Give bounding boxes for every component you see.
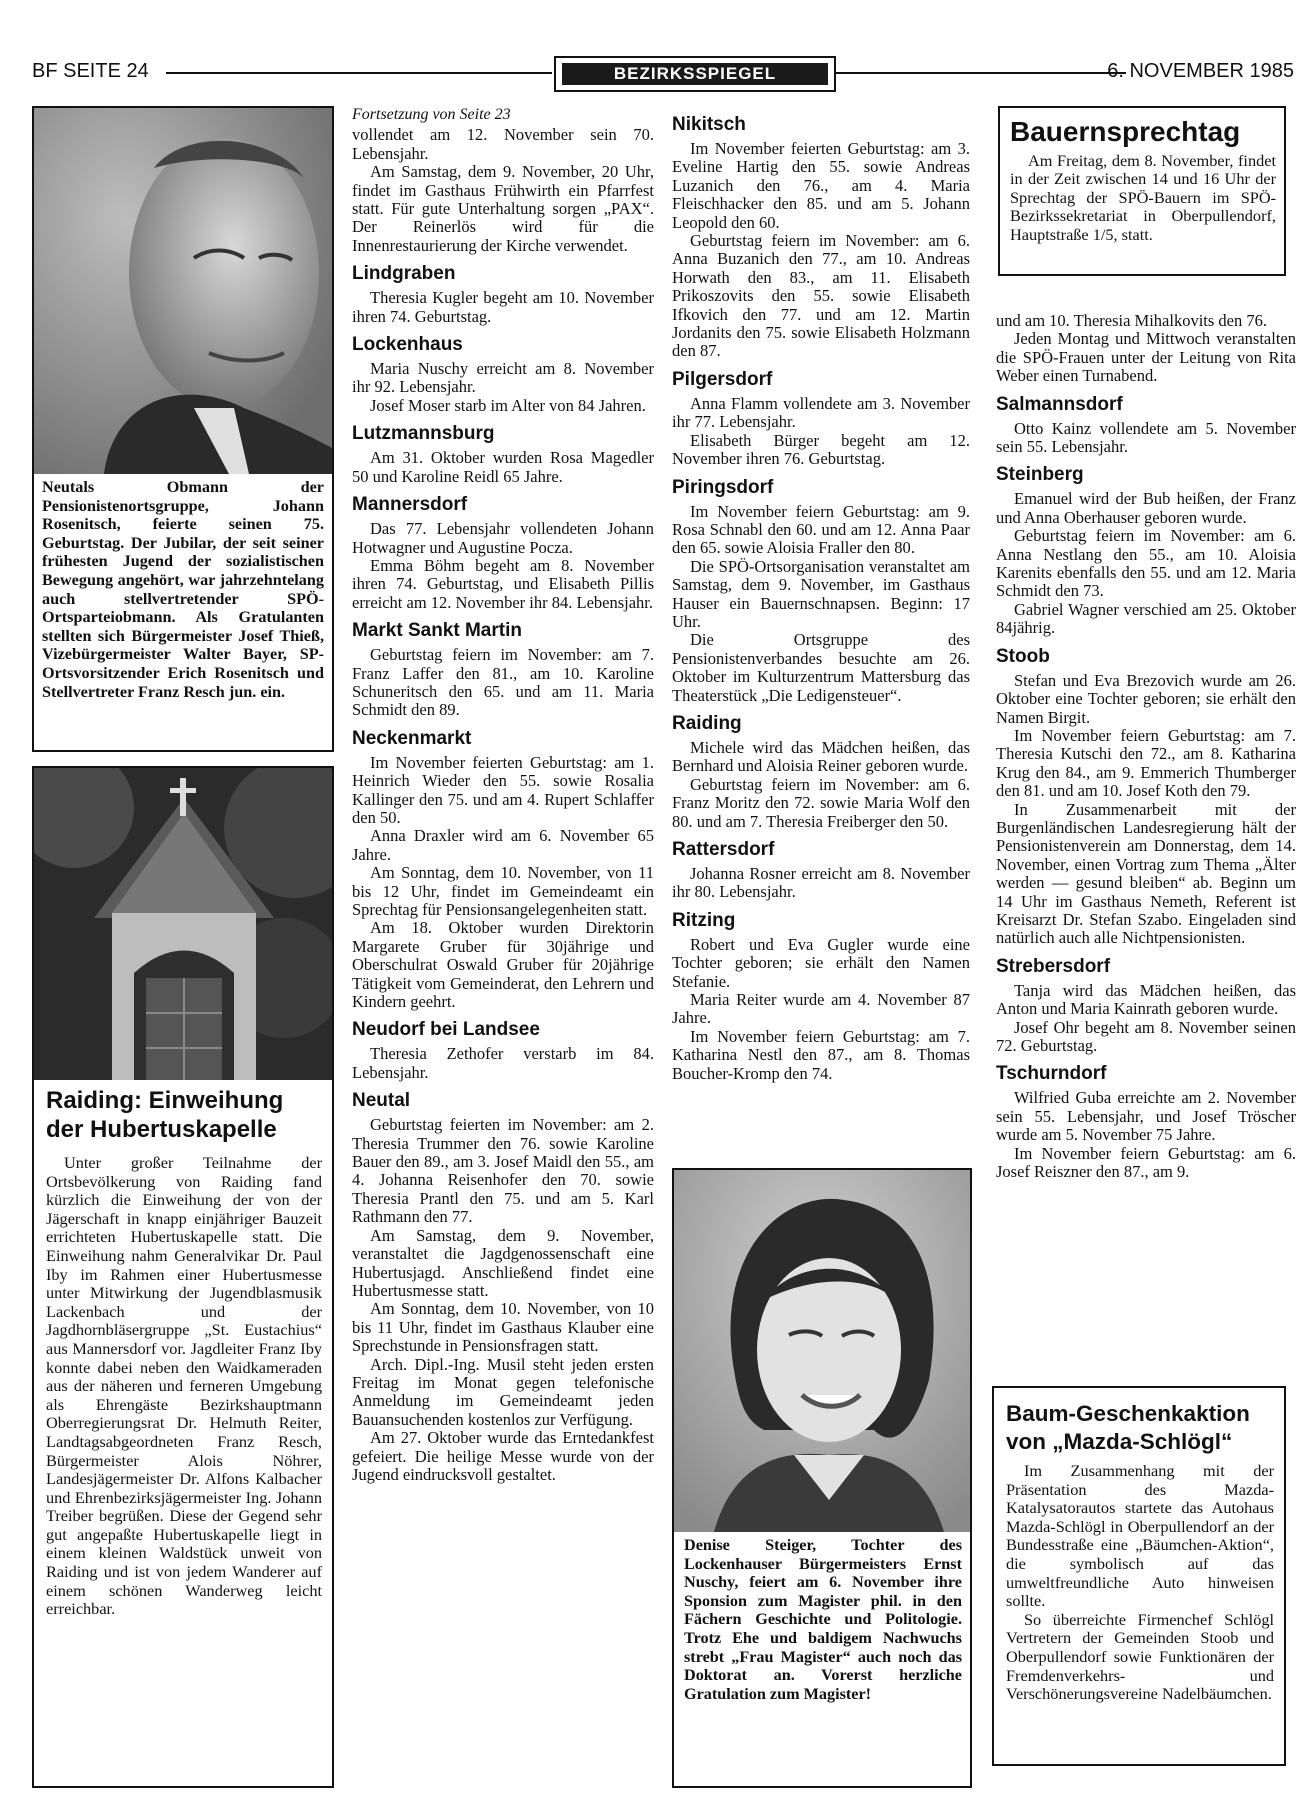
bauernsprechtag-box xyxy=(998,106,1286,276)
section-paragraph: Maria Nuschy erreicht am 8. November ihr 92. Lebensjahr. xyxy=(352,359,654,397)
section-paragraph: Maria Reiter wurde am 4. November 87 Jahre. xyxy=(672,990,970,1028)
chapel-article-box xyxy=(32,766,334,1788)
section-title: BEZIRKSSPIEGEL xyxy=(562,63,828,85)
section-paragraph: Im November feiern Geburtstag: am 7. Katharina Nestl den 87., am 8. Thomas Boucher-Kromp den 74. xyxy=(672,1026,970,1083)
section-paragraph: Im November feierten Geburtstag: am 3. Eveline Hartig den 55. sowie Andreas Luzanich den 76., am 4. Maria Fleischhacker den 85. und am 5. Johann Leopold den 60. xyxy=(672,139,970,232)
chapel-title-line2: der Hubertuskapelle xyxy=(46,1116,277,1143)
section-paragraph: Die Ortsgruppe des Pensionistenverbandes besuchte am 26. Oktober im Kulturzentrum Mattersburg das Theaterstück „Die Ledigensteuer“. xyxy=(672,630,970,705)
mazda-text-2: So überreichte Firmenchef Schlögl Vertretern der Gemeinden Stoob und Oberpullendorf sowie Funktionären der Fremdenverkehrs- und Verschönerungsvereine Nadelbäumchen. xyxy=(1006,1609,1274,1704)
section-heading-strebersdorf: Strebersdorf xyxy=(996,955,1111,977)
chapel-image xyxy=(34,768,332,1080)
section-paragraph: Tanja wird das Mädchen heißen, das Anton und Maria Kainrath geboren wurde. xyxy=(996,980,1296,1019)
col3-sections xyxy=(672,114,970,1083)
continuation-note: Fortsetzung von Seite 23 xyxy=(352,106,511,123)
section-paragraph: Das 77. Lebensjahr vollendeten Johann Hotwagner und Augustine Pocza. xyxy=(352,519,654,557)
section-paragraph: Am Samstag, dem 9. November, veranstaltet die Jagdgenossenschaft eine Hubertusjagd. Anschließend findet eine Hubertusmesse statt. xyxy=(352,1225,654,1300)
section-heading-mannersdorf: Mannersdorf xyxy=(352,494,468,516)
mazda-content xyxy=(1006,1400,1274,1704)
section-heading-steinberg: Steinberg xyxy=(996,464,1084,486)
section-paragraph: Josef Moser starb im Alter von 84 Jahren. xyxy=(370,395,646,415)
chapel-article-text: Unter großer Teilnahme der Ortsbevölkerung von Raiding fand kürzlich die Einweihung der von der Jägerschaft in knapp einjähriger Bauzeit errichteten Hubertuskapelle statt. Die Einweihung nahm Generalvikar Dr. Paul Iby im Rahmen einer Hubertusmesse unter Mitwirkung der Jugendblasmusik Lackenbach und der Jagdhornbläsergruppe „St. Eustachius“ aus Mannersdorf vor. Jagdleiter Franz Iby konnte dabei neben den Waidkameraden aus der näheren und ferneren Umgebung als Ehrengäste Bezirkshauptmann Oberregierungsrat Dr. Helmuth Reiter, Landtagsabgeordneten Franz Resch, Bürgermeister Alois Nöhrer, Landesjägermeister Dr. Alfons Kalbacher und Ehrenbezirksjägermeister Ing. Johann Treiber begrüßen. Diese der Gegend sehr gut angepaßte Hubertuskapelle liegt in einem kleinen Waldstück unweit von Raiding und ist von jedem Wanderer auf einem schönen Wanderweg leicht erreichbar. xyxy=(46,1153,322,1619)
section-paragraph: Geburtstag feiern im November: am 6. Anna Nestlang den 55., am 10. Aloisia Karenits ebenfalls den 55. und am 12. Maria Schmidt den 73. xyxy=(996,526,1296,601)
section-heading-tschurndorf: Tschurndorf xyxy=(996,1063,1107,1085)
woman-photo-caption: Denise Steiger, Tochter des Lockenhauser Bürgermeisters Ernst Nuschy, feiert am 6. November ihre Sponsion zum Magister phil. in den Fächern Geschichte und Politologie. Trotz Ehe und baldigem Nachwuchs strebt „Frau Magister“ auch noch das Doktorat an. Vorerst herzliche Gratulation zum Magister! xyxy=(684,1536,962,1703)
section-heading-neudorf-bei-landsee: Neudorf bei Landsee xyxy=(352,1019,540,1041)
header-rule-right xyxy=(834,72,1126,74)
section-title-box xyxy=(554,56,836,92)
page-number: BF SEITE 24 xyxy=(32,60,149,82)
section-paragraph: Geburtstag feiern im November: am 6. Anna Buzanich den 77., am 10. Andreas Horwath den 83., am 11. Elisabeth Prikoszovits den 55. sowie Elisabeth Ifkovich den 77. und am 12. Martin Jordanits den 75. sowie Elisabeth Holzmann den 87. xyxy=(672,231,970,361)
mazda-box xyxy=(992,1386,1286,1766)
section-paragraph: Arch. Dipl.-Ing. Musil steht jeden ersten Freitag im Monat gegen telefonische Anmeldung im Gemeindeamt jeden Bauansuchenden kostenlos zur Verfügung. xyxy=(352,1354,654,1429)
section-paragraph: Anna Draxler wird am 6. November 65 Jahre. xyxy=(352,826,654,864)
section-paragraph: Gabriel Wagner verschied am 25. Oktober 84jährig. xyxy=(996,599,1296,638)
woman-image xyxy=(674,1170,970,1532)
section-paragraph: Im November feiern Geburtstag: am 7. Theresia Kutschi den 72., am 8. Katharina Krug den 84., am 9. Emmerich Thumberger den 81. und am 10. Josef Koth den 79. xyxy=(996,725,1296,801)
bauernsprechtag-text: Am Freitag, dem 8. November, findet in der Zeit zwischen 14 und 16 Uhr der Sprechtag der SPÖ-Bauern im SPÖ-Bezirkssekretariat in Oberpullendorf, Hauptstraße 1/5, statt. xyxy=(1010,151,1276,244)
section-paragraph: Im November feiern Geburtstag: am 6. Josef Reiszner den 87., am 9. xyxy=(996,1143,1296,1182)
section-paragraph: Geburtstag feiern im November: am 6. Franz Moritz den 72. sowie Maria Wolf den 80. und am 7. Theresia Freiberger den 50. xyxy=(672,774,970,831)
page-header xyxy=(32,56,1294,96)
bauernsprechtag-content xyxy=(1010,116,1276,244)
mazda-text-1: Im Zusammenhang mit der Präsentation des Mazda-Katalysatorautos startete das Autohaus Mazda-Schlögl in Oberpullendorf an der Bundesstraße eine „Bäumchen-Aktion“, die symbolisch auf das umweltfreundliche Auto hinweisen sollte. xyxy=(1006,1461,1274,1611)
section-heading-neckenmarkt: Neckenmarkt xyxy=(352,727,472,749)
portrait-photo xyxy=(34,108,332,474)
section-paragraph: Otto Kainz vollendete am 5. November sein 55. Lebensjahr. xyxy=(996,418,1296,457)
section-paragraph: Anna Flamm vollendete am 3. November ihr 77. Lebensjahr. xyxy=(672,393,970,432)
section-paragraph: Wilfried Guba erreichte am 2. November sein 55. Lebensjahr, und Josef Tröscher wurde am 5. November 75 Jahre. xyxy=(996,1088,1296,1145)
woman-photo xyxy=(674,1170,970,1532)
section-heading-raiding: Raiding xyxy=(672,712,742,734)
column-2 xyxy=(352,106,654,1484)
col4-intro-2: Jeden Montag und Mittwoch veranstalten die SPÖ-Frauen unter der Leitung von Rita Weber einen Turnabend. xyxy=(996,329,1296,386)
section-heading-lindgraben: Lindgraben xyxy=(352,263,456,285)
section-heading-lockenhaus: Lockenhaus xyxy=(352,334,463,356)
col2-sections xyxy=(352,263,654,1484)
section-paragraph: Theresia Kugler begeht am 10. November ihren 74. Geburtstag. xyxy=(352,288,654,326)
section-paragraph: Am 27. Oktober wurde das Erntedankfest gefeiert. Die heilige Messe wurde von der Jugend eindrucksvoll gestaltet. xyxy=(352,1428,654,1484)
chapel-article xyxy=(46,1086,322,1619)
section-paragraph: Josef Ohr begeht am 8. November seinen 72. Geburtstag. xyxy=(996,1017,1296,1055)
header-rule-left xyxy=(166,72,552,74)
section-heading-ritzing: Ritzing xyxy=(672,909,736,931)
column-3 xyxy=(672,106,970,1083)
section-paragraph: Emanuel wird der Bub heißen, der Franz und Anna Oberhauser geboren wurde. xyxy=(996,489,1296,527)
bauernsprechtag-title: Bauernsprechtag xyxy=(1010,116,1241,147)
section-paragraph: Im November feiern Geburtstag: am 9. Rosa Schnabl den 60. und am 12. Anna Paar den 65. sowie Aloisia Fraller den 80. xyxy=(672,501,970,558)
section-heading-salmannsdorf: Salmannsdorf xyxy=(996,393,1123,415)
mazda-title-line1: Baum-Geschenkaktion xyxy=(1006,1401,1250,1426)
section-paragraph: Emma Böhm begeht am 8. November ihren 74. Geburtstag, und Elisabeth Pillis erreicht am 12. November ihr 84. Lebensjahr. xyxy=(352,555,654,612)
section-paragraph: Am Sonntag, dem 10. November, von 10 bis 11 Uhr, findet im Gasthaus Klauber eine Sprechstunde in Pensionsfragen statt. xyxy=(352,1299,654,1356)
mazda-title-line2: von „Mazda-Schlögl“ xyxy=(1006,1429,1233,1454)
section-paragraph: Am 18. Oktober wurden Direktorin Margarete Gruber für 30jährige und Oberschulrat Oswald Gruber für 20jährige Tätigkeit vom Gemeinderat, den Lehrern und Kindern geehrt. xyxy=(352,918,654,1012)
section-heading-rattersdorf: Rattersdorf xyxy=(672,839,775,860)
col2-intro-1: vollendet am 12. November sein 70. Lebensjahr. xyxy=(352,125,654,163)
col4-sections xyxy=(996,394,1296,1182)
section-heading-piringsdorf: Piringsdorf xyxy=(672,476,774,498)
section-paragraph: Geburtstag feiern im November: am 7. Franz Laffer den 81., am 10. Karoline Schuneritsch den 65. und am 11. Maria Schmidt den 89. xyxy=(352,645,654,720)
section-paragraph: Im November feierten Geburtstag: am 1. Heinrich Wieder den 55. sowie Rosalia Kallinger den 75. und am 4. Rupert Schlaffer den 50. xyxy=(352,752,654,827)
section-paragraph: Theresia Zethofer verstarb im 84. Lebensjahr. xyxy=(352,1044,654,1082)
issue-date: 6. NOVEMBER 1985 xyxy=(1107,60,1294,82)
section-paragraph: Johanna Rosner erreicht am 8. November ihr 80. Lebensjahr. xyxy=(672,864,970,902)
column-4 xyxy=(996,312,1296,1181)
col4-intro-1: und am 10. Theresia Mihalkovits den 76. xyxy=(996,311,1267,330)
section-paragraph: Stefan und Eva Brezovich wurde am 26. Oktober eine Tochter geboren; sie erhält den Namen Birgit. xyxy=(996,670,1296,727)
section-heading-neutal: Neutal xyxy=(352,1090,411,1112)
section-paragraph: Geburtstag feierten im November: am 2. Theresia Trummer den 76. sowie Karoline Bauer den 89., am 3. Josef Maidl den 55., am 4. Johanna Reisenhofer den 70. sowie Theresia Prantl den 75. und am 5. Karl Rathmann den 77. xyxy=(352,1115,654,1227)
chapel-title-line1: Raiding: Einweihung xyxy=(46,1087,284,1114)
woman-photo-box xyxy=(672,1168,972,1788)
portrait-box xyxy=(32,106,334,752)
section-heading-pilgersdorf: Pilgersdorf xyxy=(672,368,773,390)
section-heading-stoob: Stoob xyxy=(996,645,1050,667)
section-paragraph: Am 31. Oktober wurden Rosa Magedler 50 und Karoline Reidl 65 Jahre. xyxy=(352,448,654,486)
section-paragraph: Elisabeth Bürger begeht am 12. November ihren 76. Geburtstag. xyxy=(672,430,970,469)
col2-intro-2: Am Samstag, dem 9. November, 20 Uhr, findet im Gasthaus Frühwirth ein Pfarrfest statt. Für gute Unterhaltung sorgen „PAX“. Der Reinerlös wird für die Innenrestaurierung der Kirche verwendet. xyxy=(352,162,654,255)
section-paragraph: Michele wird das Mädchen heißen, das Bernhard und Aloisia Reiner geboren wurde. xyxy=(672,737,970,776)
section-paragraph: Die SPÖ-Ortsorganisation veranstaltet am Samstag, dem 9. November, im Gasthaus Hauser ein Bauernschnapsen. Beginn: 17 Uhr. xyxy=(672,556,970,631)
section-heading-nikitsch: Nikitsch xyxy=(672,114,746,135)
section-paragraph: Am Sonntag, dem 10. November, von 11 bis 12 Uhr, findet im Gemeindeamt ein Sprechtag für Pensionsangelegenheiten statt. xyxy=(352,863,654,919)
chapel-photo xyxy=(34,768,332,1080)
section-paragraph: In Zusammenarbeit mit der Burgenländischen Landesregierung hält der Pensionistenverein am Donnerstag, dem 14. November, einen Vortrag zum Thema „Älter werden — gesund bleiben“ ab. Beginn um 14 Uhr im Gasthaus Nemeth, Referent ist Kreisarzt Dr. Stefan Szabo. Eingeladen sind natürlich auch alle Nichtpensionisten. xyxy=(996,799,1296,948)
portrait-caption: Neutals Obmann der Pensionistenortsgruppe, Johann Rosenitsch, feierte seinen 75. Geburtstag. Der Jubilar, der seit seiner frühesten Jugend der sozialistischen Bewegung angehört, war jahrzehntelang auch stellvertretender SPÖ-Ortsparteiobmann. Als Gratulanten stellten sich Bürgermeister Josef Thieß, Vizebürgermeister Walter Bayer, SP-Ortsvorsitzender Erich Rosenitsch und Stellvertreter Franz Resch jun. ein. xyxy=(42,478,324,701)
section-heading-lutzmannsburg: Lutzmannsburg xyxy=(352,423,495,445)
section-paragraph: Robert und Eva Gugler wurde eine Tochter geboren; sie erhält den Namen Stefanie. xyxy=(672,934,970,991)
section-heading-markt-sankt-martin: Markt Sankt Martin xyxy=(352,620,522,642)
portrait-image xyxy=(34,108,332,474)
